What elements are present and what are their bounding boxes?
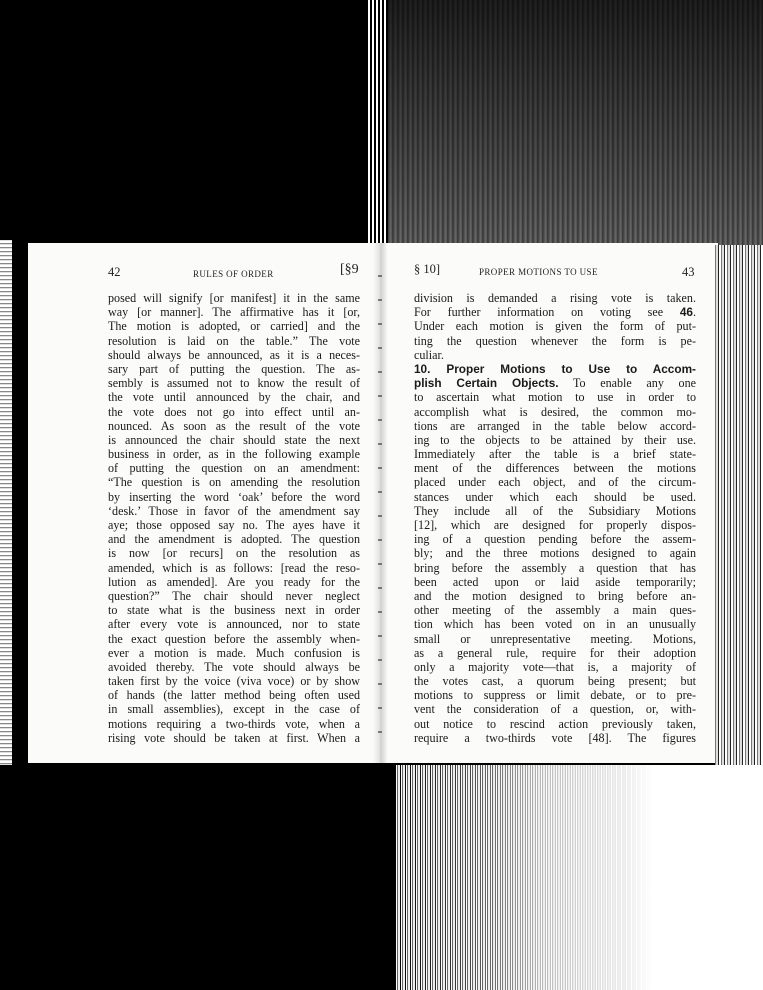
- text-line: vent the consideration of a question, or, with-: [414, 702, 696, 717]
- text-line: bly; and the three motions designed to again: [414, 546, 696, 561]
- scan-artifact-top-edge: [368, 0, 388, 245]
- section-heading: plish Certain Objects.: [414, 376, 559, 391]
- right-page: [384, 243, 718, 763]
- left-section-mark: [§9: [340, 262, 359, 277]
- text-line: as a general rule, require for their adoption: [414, 645, 696, 660]
- text-line: and the motion designed to bring before an-: [414, 588, 696, 603]
- text-line: posed will signify [or manifest] it in the same: [108, 291, 360, 305]
- text-line: ment of the differences between the motions: [414, 461, 696, 476]
- text-line: Immediately after the table is a brief state-: [414, 447, 696, 462]
- text-line: ting the question whenever the form is pe-: [414, 333, 696, 348]
- text-line: small or unrepresentative meeting. Motions,: [414, 631, 696, 646]
- section-heading: 46: [679, 305, 693, 320]
- text-line: the votes cast, a quorum being present; but: [414, 674, 696, 689]
- section-heading: 10. Proper Motions to Use to Accom-: [414, 361, 696, 376]
- text-line: “The question is on amending the resolution: [108, 475, 360, 490]
- book-spread: [28, 243, 718, 763]
- text-line: to state what is the business next in order: [108, 603, 360, 618]
- text-line: ing of a question pending before the assem-: [414, 532, 696, 547]
- text-line: is announced the chair should state the next: [108, 432, 360, 447]
- text-line: the exact question before the assembly when-: [108, 631, 360, 646]
- text-line: plish Certain Objects. To enable any one: [414, 376, 696, 391]
- text-line: They include all of the Subsidiary Motions: [414, 503, 696, 518]
- text-line: bring before the assembly a question that has: [414, 560, 696, 575]
- text-line: out notice to rescind action previously taken,: [414, 716, 696, 731]
- text-line: motions requiring a two-thirds vote, when a: [108, 716, 360, 731]
- text-line: should always be announced, as it is a neces-: [108, 347, 360, 362]
- text-line: aye; those opposed say no. The ayes have it: [108, 518, 360, 532]
- left-running-head: RULES OF ORDER: [193, 269, 274, 279]
- right-running-head: PROPER MOTIONS TO USE: [479, 267, 598, 277]
- left-page-text: [108, 291, 360, 745]
- text-line: way [or manner]. The affirmative has it [or,: [108, 305, 360, 320]
- text-line: amended, which is as follows: [read the reso-: [108, 560, 360, 575]
- text-line: ‘desk.’ Those in favor of the amendment say: [108, 503, 360, 518]
- text-line: division is demanded a rising vote is taken.: [414, 291, 696, 305]
- text-line: and the amendment is adopted. The question: [108, 532, 360, 547]
- text-line: sary part of putting the question. The as-: [108, 361, 360, 376]
- text-line: [414, 362, 696, 376]
- text-line: business in order, as in the following example: [108, 447, 360, 462]
- text-line: been acted upon or laid aside temporarily;: [414, 574, 696, 589]
- text-line: question?” The chair should never neglect: [108, 588, 360, 603]
- text-line: the vote does not go into effect until an-: [108, 404, 360, 419]
- text-line: motions to suppress or limit debate, or to pre-: [414, 688, 696, 703]
- text-line: ing to the objects to be attained by their use.: [414, 432, 696, 447]
- text-line: only a majority vote—that is, a majority of: [414, 659, 696, 674]
- text-line: after every vote is announced, nor to state: [108, 617, 360, 632]
- text-line: The motion is adopted, or carried] and the: [108, 319, 360, 334]
- right-page-number: 43: [682, 265, 695, 279]
- left-page: [28, 243, 380, 763]
- text-line: avoided thereby. The vote should always be: [108, 659, 360, 674]
- text-line: resolution is laid on the table.” The vote: [108, 333, 360, 348]
- text-line: sembly is assumed not to know the result of: [108, 376, 360, 391]
- text-line: placed under each object, and of the circum-: [414, 475, 696, 490]
- text-line: other meeting of the assembly a main ques-: [414, 603, 696, 618]
- right-page-text: [414, 291, 696, 745]
- scan-artifact-top: [368, 0, 763, 245]
- gutter-marks: [378, 253, 382, 753]
- scan-artifact-left: [0, 240, 12, 765]
- text-line: culiar.: [414, 347, 444, 362]
- text-line: [12], which are designed for properly dispos-: [414, 518, 696, 532]
- text-line: For further information on voting see 46.: [414, 305, 696, 320]
- text-line: stances under which each should be used.: [414, 489, 696, 504]
- scan-artifact-bottom: [395, 765, 763, 990]
- text-line: lution as amended]. Are you ready for the: [108, 574, 360, 589]
- text-line: accomplish what is desired, the common mo-: [414, 404, 696, 419]
- text-line: of putting the question on an amendment:: [108, 461, 360, 476]
- text-line: Under each motion is given the form of put-: [414, 319, 696, 334]
- text-line: require a two-thirds vote [48]. The figures: [414, 730, 696, 745]
- text-line: ever a motion is made. Much confusion is: [108, 645, 360, 660]
- text-line: to ascertain what motion to use in order to: [414, 390, 696, 405]
- text-line: by inserting the word ‘oak’ before the word: [108, 489, 360, 504]
- text-line: of hands (the latter method being often used: [108, 688, 360, 703]
- text-line: in small assemblies), except in the case of: [108, 702, 360, 717]
- text-line: is now [or recurs] on the resolution as: [108, 546, 360, 561]
- scan-artifact-right: [715, 245, 763, 765]
- text-line: taken first by the voice (viva voce) or by show: [108, 674, 360, 689]
- text-line: rising vote should be taken at first. When a: [108, 730, 360, 745]
- text-line: tion which has been voted on in an unusually: [414, 617, 696, 632]
- right-section-mark: § 10]: [414, 262, 441, 276]
- left-page-number: 42: [108, 265, 121, 279]
- text-line: the vote until announced by the chair, and: [108, 390, 360, 405]
- text-line: nounced. As soon as the result of the vote: [108, 418, 360, 433]
- text-line: tions are arranged in the table below accord-: [414, 418, 696, 433]
